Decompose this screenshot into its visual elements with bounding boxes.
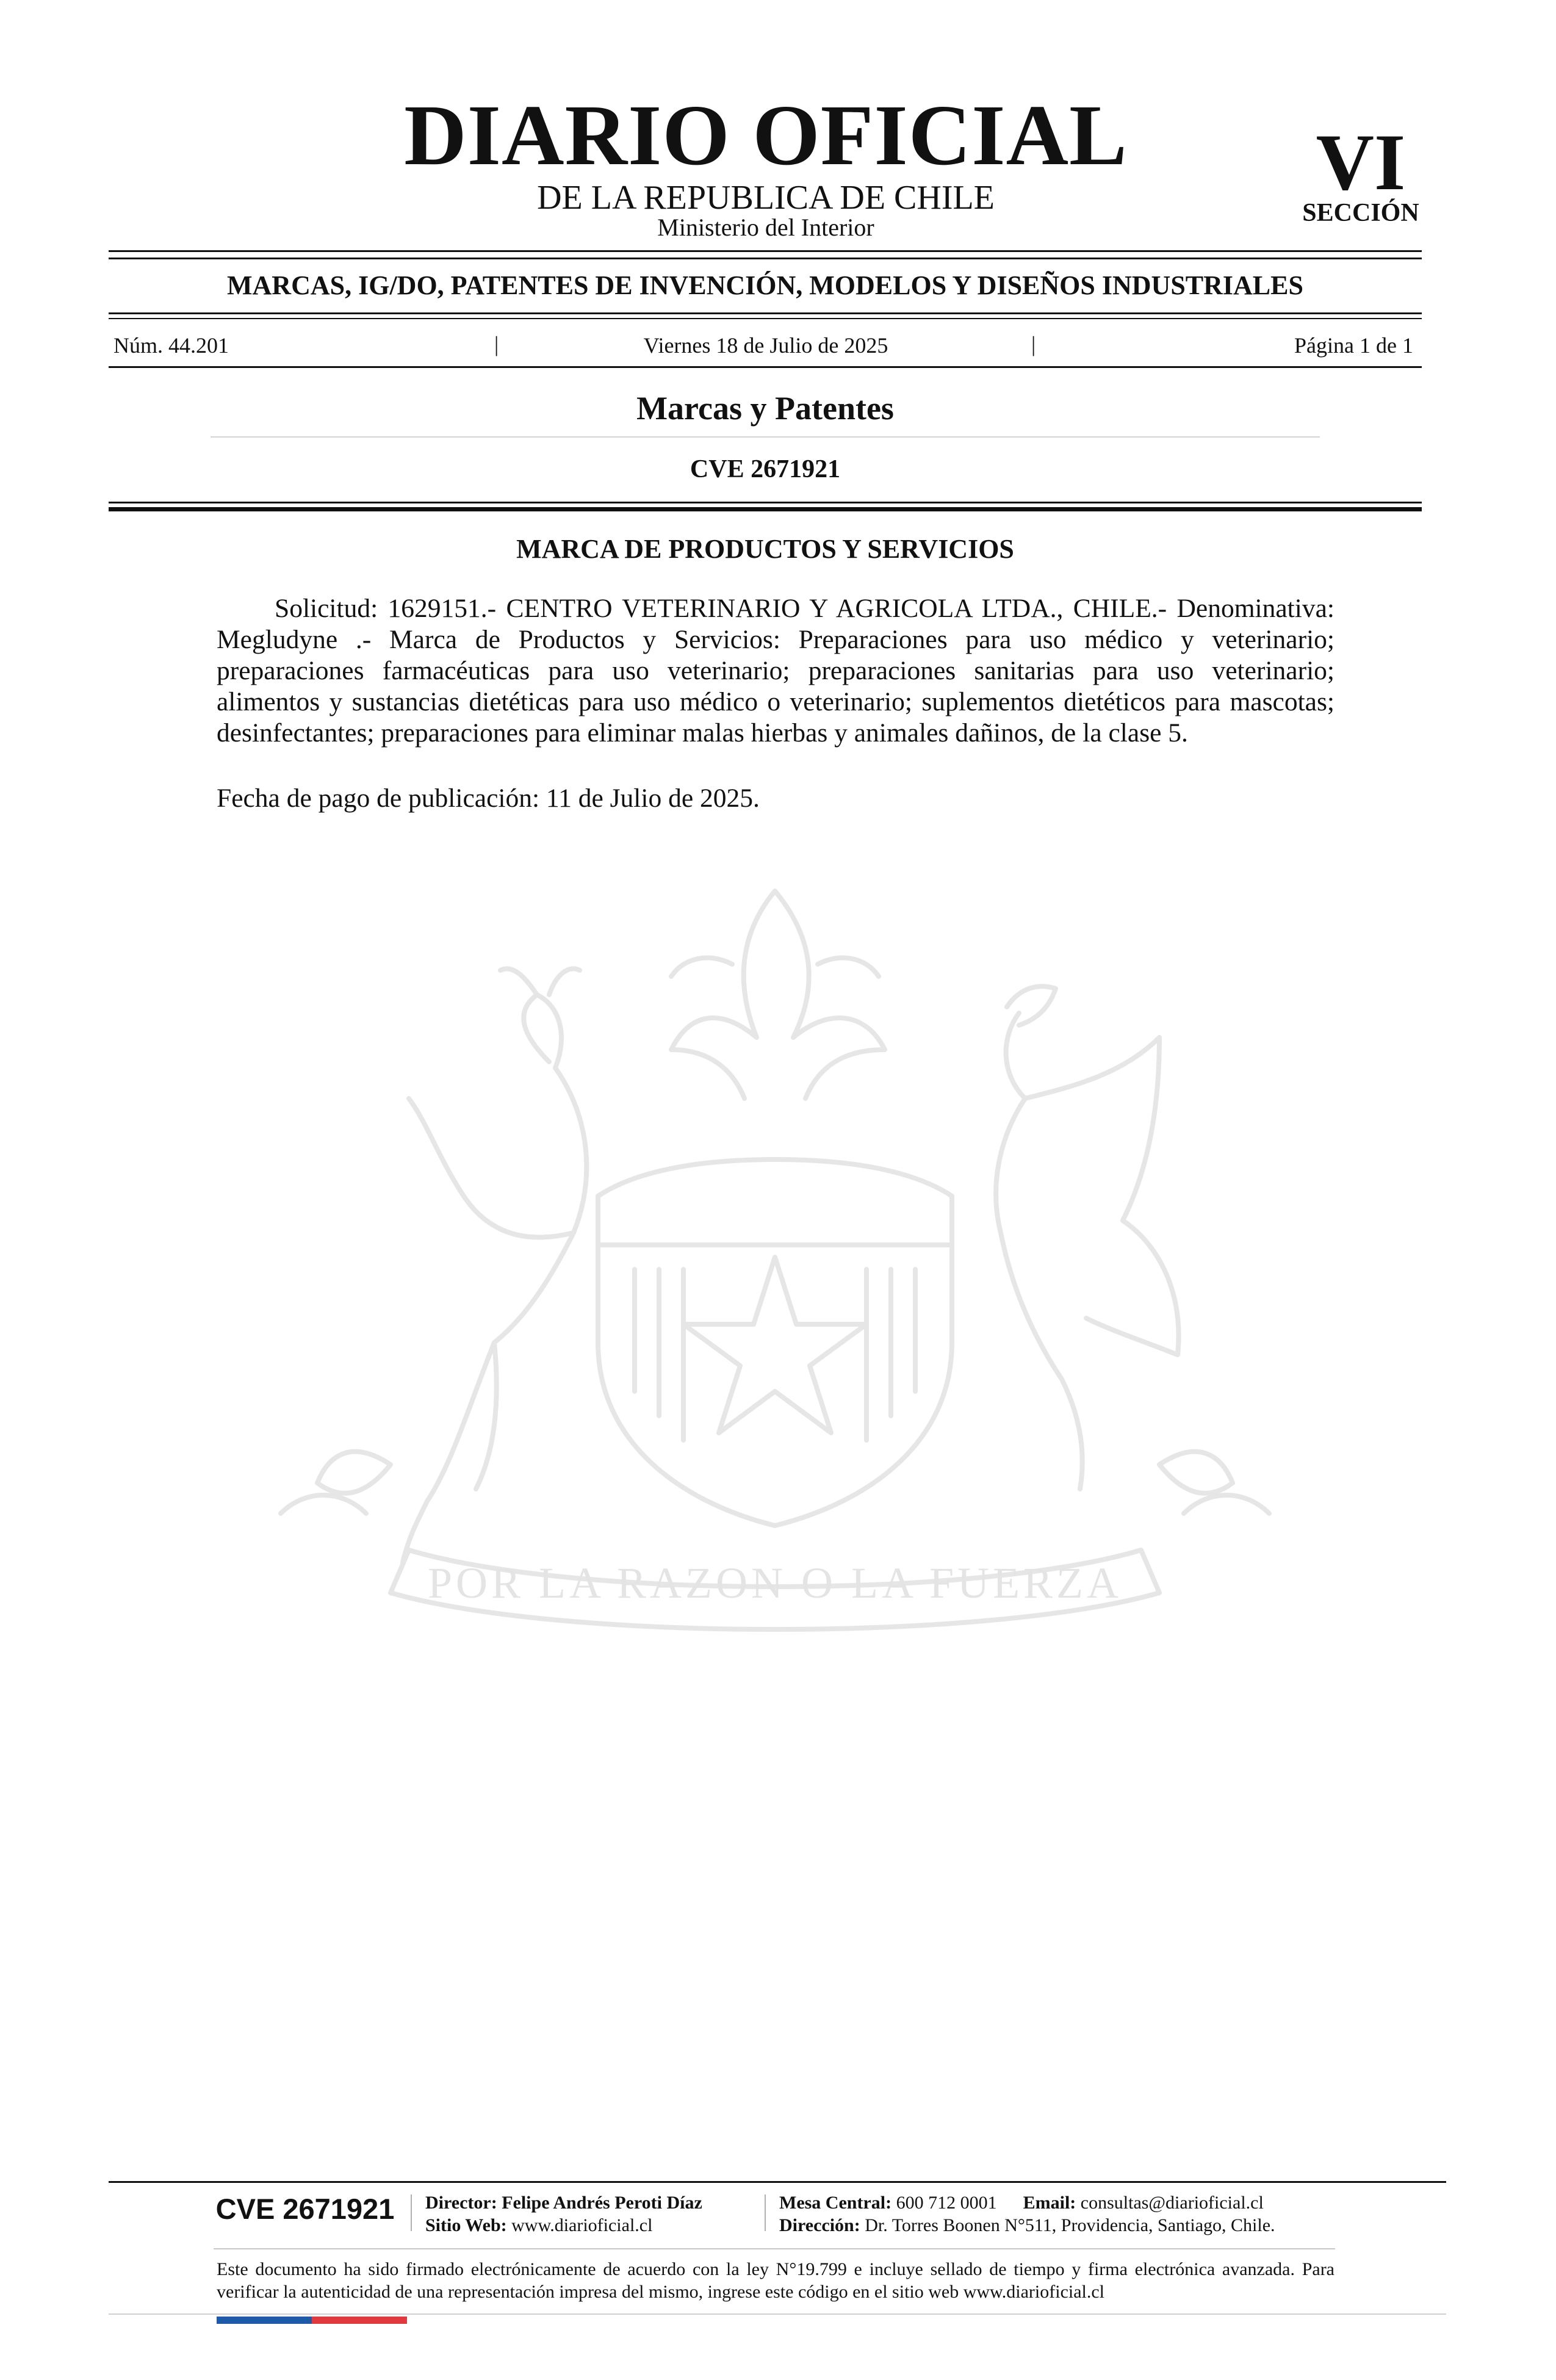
- footer-legal-notice: Este documento ha sido firmado electrónicamente de acuerdo con la ley N°19.799 e incluye sellado de tiempo y firma electrónica avanzada. Para verificar la autenticidad de una representación impresa del mismo, ingrese este código en el sitio web www.diarioficial.cl: [217, 2259, 1334, 2302]
- footer-divider: [765, 2194, 766, 2231]
- section-title: Marcas y Patentes: [636, 390, 894, 427]
- issue-page: Página 1 de 1: [1294, 333, 1413, 358]
- cve-rule-bottom: [109, 507, 1422, 511]
- bottom-rule: [109, 2313, 1446, 2315]
- masthead-ministry: Ministerio del Interior: [657, 214, 874, 241]
- masthead-title: DIARIO OFICIAL: [404, 87, 1128, 183]
- cve-code: CVE 2671921: [690, 455, 841, 483]
- notice-title: MARCA DE PRODUCTOS Y SERVICIOS: [516, 534, 1014, 564]
- footer-website: [425, 2215, 652, 2237]
- website-link[interactable]: www.diarioficial.cl: [511, 2215, 653, 2235]
- phone-label: Mesa Central:: [779, 2193, 892, 2213]
- address-label: Dirección:: [779, 2215, 860, 2235]
- footer-cve-code: CVE 2671921: [215, 2193, 395, 2225]
- issue-number: Núm. 44.201: [113, 333, 229, 358]
- cve-rule-top: [109, 502, 1422, 503]
- header-rule-bottom: [109, 258, 1422, 259]
- footer-address: [779, 2215, 1275, 2237]
- notice-payment-date: Fecha de pago de publicación: 11 de Julio de 2025.: [217, 784, 760, 813]
- issue-separator: |: [494, 332, 499, 356]
- category-heading: MARCAS, IG/DO, PATENTES DE INVENCIÓN, MODELOS Y DISEÑOS INDUSTRIALES: [227, 270, 1303, 300]
- notice-body: Solicitud: 1629151.- CENTRO VETERINARIO Y AGRICOLA LTDA., CHILE.- Denominativa: Megludyne .- Marca de Productos y Servicios: Preparaciones para uso médico y veterinario; preparaciones farmacéuticas para uso veterinario; preparaciones sanitarias para uso veterinario; alimentos y sustancias dietéticas para uso médico o veterinario; suplementos dietéticos para mascotas; desinfectantes; preparaciones para eliminar malas hierbas y animales dañinos, de la clase 5.: [217, 594, 1334, 748]
- footer-divider: [411, 2194, 412, 2231]
- category-rule-bottom: [109, 318, 1422, 319]
- issue-rule: [109, 366, 1422, 368]
- section-label: SECCIÓN: [1302, 199, 1419, 227]
- website-label: Sitio Web:: [425, 2215, 507, 2235]
- director-name: Felipe Andrés Peroti Díaz: [502, 2193, 702, 2213]
- footer-director: [425, 2192, 702, 2214]
- footer-rule: [109, 2181, 1446, 2183]
- motto-text: POR LA RAZON O LA FUERZA: [427, 1559, 1123, 1607]
- footer-contact: [779, 2192, 1264, 2214]
- category-rule-top: [109, 312, 1422, 314]
- email-link[interactable]: consultas@diarioficial.cl: [1080, 2193, 1264, 2213]
- header-rule-top: [109, 250, 1422, 252]
- issue-separator: |: [1031, 332, 1036, 356]
- motto-watermark: [391, 1550, 1159, 1617]
- masthead-subtitle: DE LA REPUBLICA DE CHILE: [537, 179, 995, 217]
- section-title-rule: [211, 436, 1320, 438]
- email-label: Email:: [1023, 2193, 1076, 2213]
- coat-of-arms-watermark: [207, 854, 1342, 1672]
- phone-number: 600 712 0001: [896, 2193, 997, 2213]
- flag-stripe-red: [312, 2317, 407, 2324]
- director-label: Director:: [425, 2193, 497, 2213]
- flag-stripe-blue: [217, 2317, 312, 2324]
- address-text: Dr. Torres Boonen N°511, Providencia, Santiago, Chile.: [865, 2215, 1275, 2235]
- issue-date: Viernes 18 de Julio de 2025: [643, 333, 888, 358]
- footer-thin-rule: [214, 2248, 1335, 2249]
- section-number: VI: [1316, 117, 1406, 207]
